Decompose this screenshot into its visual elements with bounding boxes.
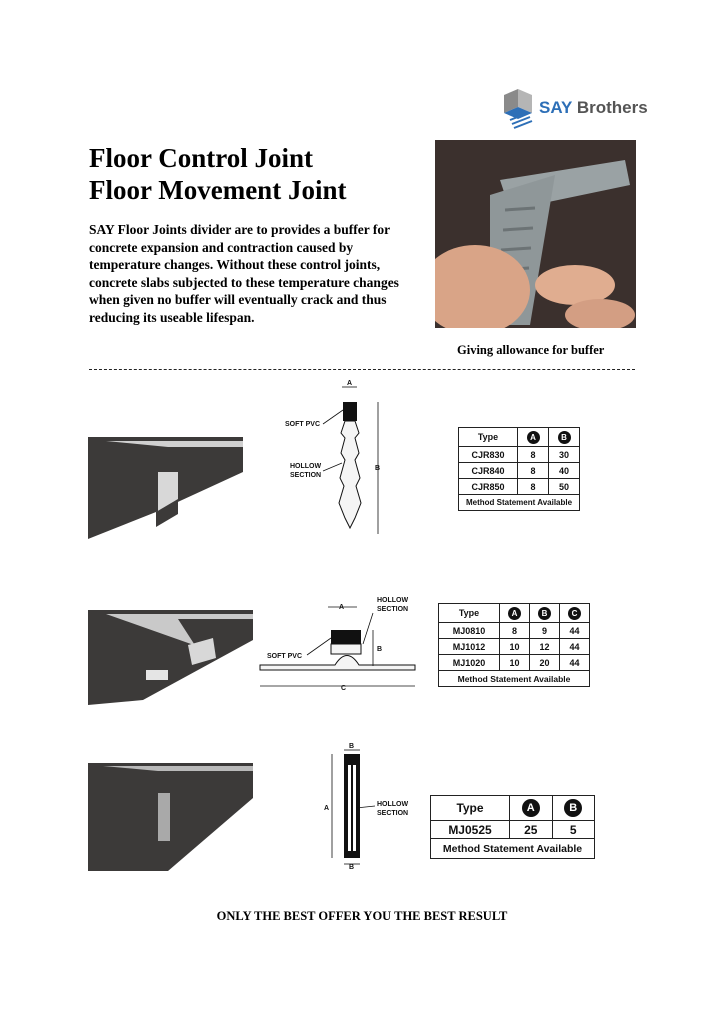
table1-header-type: Type xyxy=(459,428,518,447)
table1-cell: 40 xyxy=(549,463,580,479)
table1-cell: CJR850 xyxy=(459,479,518,495)
table1-cell: 50 xyxy=(549,479,580,495)
table2-cell: 44 xyxy=(560,639,590,655)
concrete-render-2 xyxy=(88,610,253,705)
table1-header-b: B xyxy=(558,431,571,444)
table2-cell: MJ1012 xyxy=(439,639,500,655)
dim-a-label-1: A xyxy=(347,380,353,387)
table2-header-b: B xyxy=(538,607,551,620)
joint-profile-diagram-2 xyxy=(255,594,420,694)
dim-b-label-3a: B xyxy=(349,743,355,750)
product-photo xyxy=(435,140,636,328)
table2-header-a: A xyxy=(508,607,521,620)
table3-header-b: B xyxy=(564,799,582,817)
table2-cell: MJ1020 xyxy=(439,655,500,671)
dim-a-label-2: A xyxy=(339,604,345,611)
table3-cell: MJ0525 xyxy=(431,821,510,839)
table1-cell: CJR840 xyxy=(459,463,518,479)
title-line-2: Floor Movement Joint xyxy=(89,175,347,205)
dim-a-label-3: A xyxy=(324,805,330,812)
spec-table-1 xyxy=(458,427,580,511)
table2-cell: 10 xyxy=(500,639,530,655)
brand-brothers: Brothers xyxy=(576,98,648,117)
table2-cell: 12 xyxy=(530,639,560,655)
table1-cell: CJR830 xyxy=(459,447,518,463)
footer-tagline: ONLY THE BEST OFFER YOU THE BEST RESULT xyxy=(216,909,508,923)
title-line-1: Floor Control Joint xyxy=(89,143,314,173)
soft-pvc-label-2: SOFT PVC xyxy=(267,653,303,660)
product-description: SAY Floor Joints divider are to provides a buffer for concrete expansion and contraction caused by temperature changes. Without these control joints, concrete slabs subjected to these temperature changes when given no buffer will eventually crack and thus reducing its useable lifespan. xyxy=(89,222,399,325)
table3-header-type: Type xyxy=(431,796,510,821)
hollow-label-3: HOLLOW xyxy=(377,801,409,808)
page-title xyxy=(89,142,346,206)
hollow-label-1: HOLLOW xyxy=(290,463,322,470)
table2-cell: 44 xyxy=(560,655,590,671)
table3-note: Method Statement Available xyxy=(431,839,595,859)
photo-caption: Giving allowance for buffer xyxy=(457,343,605,357)
dim-b-label-2: B xyxy=(377,646,383,653)
section-label-3: SECTION xyxy=(377,810,409,817)
table3-cell: 5 xyxy=(552,821,595,839)
table3-cell: 25 xyxy=(510,821,553,839)
concrete-render-3 xyxy=(88,763,253,871)
spec-table-3 xyxy=(430,795,595,859)
table2-cell: MJ0810 xyxy=(439,623,500,639)
table3-header-a: A xyxy=(522,799,540,817)
joint-profile-diagram-1 xyxy=(285,378,395,543)
concrete-render-1 xyxy=(88,437,243,539)
dim-c-label-2: C xyxy=(341,685,347,692)
table2-note: Method Statement Available xyxy=(439,671,590,687)
table2-cell: 20 xyxy=(530,655,560,671)
table2-header-c: C xyxy=(568,607,581,620)
table2-cell: 10 xyxy=(500,655,530,671)
joint-profile-diagram-3 xyxy=(320,740,410,870)
section-divider xyxy=(89,369,635,370)
section-label-1: SECTION xyxy=(290,472,322,479)
dim-b-label-1: B xyxy=(375,465,381,472)
table2-cell: 9 xyxy=(530,623,560,639)
table1-header-a: A xyxy=(527,431,540,444)
table1-cell: 8 xyxy=(518,479,549,495)
logo-cube-icon xyxy=(502,89,536,129)
hollow-label-2: HOLLOW xyxy=(377,597,409,604)
table1-note: Method Statement Available xyxy=(459,495,580,511)
table1-cell: 8 xyxy=(518,463,549,479)
brand-say: SAY xyxy=(539,98,573,117)
table2-cell: 8 xyxy=(500,623,530,639)
soft-pvc-label-1: SOFT PVC xyxy=(285,421,321,428)
spec-table-2 xyxy=(438,603,590,687)
table2-cell: 44 xyxy=(560,623,590,639)
table1-cell: 8 xyxy=(518,447,549,463)
table1-cell: 30 xyxy=(549,447,580,463)
table2-header-type: Type xyxy=(439,604,500,623)
dim-b-label-3b: B xyxy=(349,864,355,870)
section-label-2: SECTION xyxy=(377,606,409,613)
